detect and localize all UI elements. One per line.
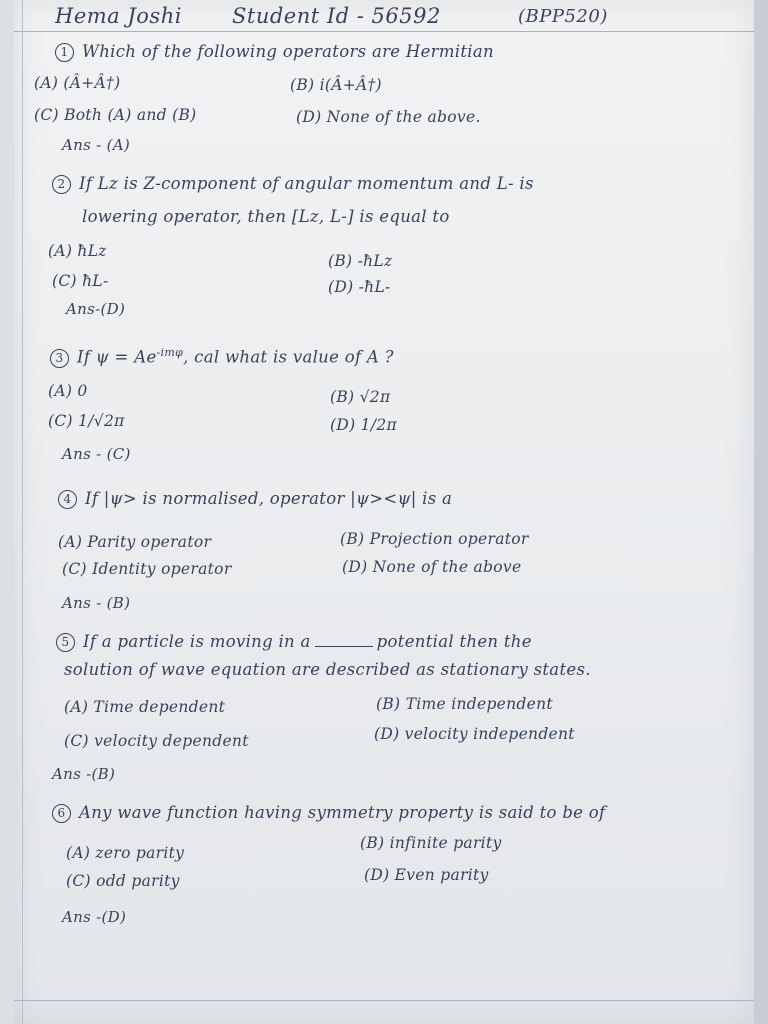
answer: Ans -(D) (62, 908, 127, 926)
question-5 (56, 632, 532, 652)
option-d: (D) 1/2π (330, 416, 397, 434)
question-number: 5 (56, 633, 75, 652)
answer: Ans-(D) (66, 300, 126, 318)
background-edge (754, 0, 768, 1024)
option-b: (B) √2π (330, 388, 391, 406)
answer: Ans - (C) (62, 445, 131, 463)
question-text: If |ψ> is normalised, operator |ψ><ψ| is a (85, 489, 453, 508)
question-text: Which of the following operators are Hermitian (82, 42, 494, 61)
option-a: (A) (Â+Â†) (34, 74, 121, 92)
margin-line (22, 0, 23, 1024)
exponent: -imφ (156, 346, 184, 359)
question-text-line-2: solution of wave equation are described as stationary states. (64, 660, 591, 679)
option-b: (B) -ħLz (328, 252, 393, 270)
option-d: (D) None of the above. (296, 108, 481, 126)
question-number: 3 (50, 349, 69, 368)
option-a: (A) Parity operator (58, 533, 212, 551)
student-name: Hema Joshi (55, 4, 182, 28)
option-d: (D) Even parity (364, 866, 489, 884)
question-number: 1 (55, 43, 74, 62)
option-c: (C) Identity operator (62, 560, 232, 578)
ruled-line (14, 1000, 754, 1001)
option-c: (C) odd parity (66, 872, 180, 890)
student-id: Student Id - 56592 (232, 4, 441, 28)
fill-in-blank (315, 634, 373, 647)
answer: Ans - (B) (62, 594, 131, 612)
answer: Ans -(B) (52, 765, 116, 783)
option-b: (B) i(Â+Â†) (290, 76, 382, 94)
option-c: (C) 1/√2π (48, 412, 125, 430)
question-number: 6 (52, 804, 71, 823)
option-b: (B) infinite parity (360, 834, 502, 852)
option-b: (B) Time independent (376, 695, 553, 713)
question-text: Any wave function having symmetry property is said to be of (79, 803, 606, 822)
option-a: (A) zero parity (66, 844, 185, 862)
question-6 (52, 803, 605, 823)
question-text-post: , cal what is value of A ? (183, 347, 394, 367)
ruled-line (14, 31, 754, 32)
option-a: (A) 0 (48, 382, 88, 400)
option-b: (B) Projection operator (340, 530, 529, 548)
question-number: 2 (52, 175, 71, 194)
option-c: (C) ħL- (52, 272, 109, 290)
question-text-pre: If ψ = Ae (77, 347, 157, 367)
question-1 (55, 42, 494, 62)
question-4 (58, 489, 452, 509)
question-3 (50, 346, 394, 368)
option-a: (A) Time dependent (64, 698, 226, 716)
option-d: (D) -ħL- (328, 278, 391, 296)
answer: Ans - (A) (62, 136, 131, 154)
question-text: potential then the (376, 632, 532, 651)
question-number: 4 (58, 490, 77, 509)
question-2 (52, 174, 534, 194)
option-a: (A) ħLz (48, 242, 107, 260)
option-c: (C) velocity dependent (64, 732, 249, 750)
option-d: (D) velocity independent (374, 725, 575, 743)
option-c: (C) Both (A) and (B) (34, 106, 197, 124)
question-text-line-2: lowering operator, then [Lz, L-] is equal to (82, 207, 450, 226)
question-text: If Lz is Z-component of angular momentum and L- is (79, 174, 534, 193)
option-d: (D) None of the above (342, 558, 522, 576)
course-code: (BPP520) (518, 6, 608, 27)
question-text: If a particle is moving in a (83, 632, 311, 651)
